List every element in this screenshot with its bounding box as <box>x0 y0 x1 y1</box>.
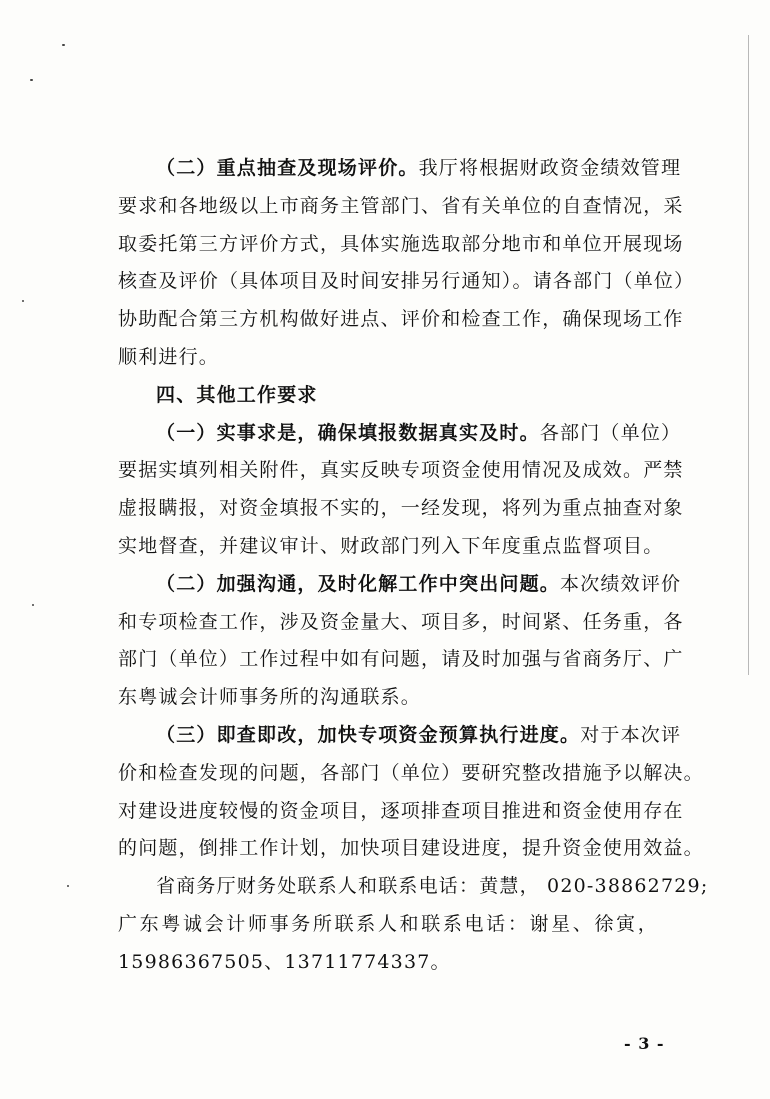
contact-line: 广东粤诚会计师事务所联系人和联系电话：谢星、徐寅， <box>118 912 658 935</box>
item-heading: （一）实事求是，确保填报数据真实及时。 <box>156 421 540 444</box>
item-heading: （二）加强沟通，及时化解工作中突出问题。 <box>156 572 561 595</box>
paragraph-line: 实地督查，并建议审计、财政部门列入下年度重点监督项目。 <box>118 534 664 557</box>
contact-line: 省商务厅财务处联系人和联系电话：黄慧， 020-38862729; <box>156 875 709 898</box>
paragraph-line: 对建设进度较慢的资金项目，逐项排查项目推进和资金使用存在 <box>118 799 684 822</box>
paragraph-line: （一）实事求是，确保填报数据真实及时。各部门（单位） <box>156 421 682 444</box>
scan-speck <box>62 44 65 46</box>
paragraph-line: 要据实填列相关附件，真实反映专项资金使用情况及成效。严禁 <box>118 459 684 482</box>
paragraph-line: （二）加强沟通，及时化解工作中突出问题。本次绩效评价 <box>156 572 682 595</box>
page-number: - 3 - <box>624 1034 665 1053</box>
paragraph-line: 虚报瞒报，对资金填报不实的，一经发现，将列为重点抽查对象 <box>118 497 684 520</box>
scan-speck <box>32 604 34 606</box>
body-text <box>118 150 709 982</box>
paragraph-line: 顺利进行。 <box>118 345 220 368</box>
item-heading: （二）重点抽查及现场评价。 <box>156 157 419 179</box>
paragraph-line: 价和检查发现的问题，各部门（单位）要研究整改措施予以解决。 <box>118 761 704 784</box>
scan-speck <box>67 885 69 887</box>
paragraph-line: 的问题，倒排工作计划，加快项目建设进度，提升资金使用效益。 <box>118 837 704 860</box>
scan-edge-line <box>748 35 749 675</box>
paragraph-line: （三）即查即改，加快专项资金预算执行进度。对于本次评 <box>156 723 682 746</box>
paragraph-line: 要求和各地级以上市商务主管部门、省有关单位的自查情况，采 <box>118 194 684 217</box>
paragraph-line: 部门（单位）工作过程中如有问题，请及时加强与省商务厅、广 <box>118 648 684 671</box>
paragraph-line: （二）重点抽查及现场评价。我厅将根据财政资金绩效管理 <box>156 157 682 179</box>
contact-line: 15986367505、13711774337。 <box>118 950 451 973</box>
scan-speck <box>30 79 33 81</box>
item-heading: （三）即查即改，加快专项资金预算执行进度。 <box>156 723 581 746</box>
paragraph-line: 和专项检查工作，涉及资金量大、项目多，时间紧、任务重，各 <box>118 610 684 633</box>
paragraph-line: 取委托第三方评价方式，具体实施选取部分地市和单位开展现场 <box>118 232 684 255</box>
paragraph-line: 核查及评价（具体项目及时间安排另行通知）。请各部门（单位） <box>118 270 695 293</box>
paragraph-line: 东粤诚会计师事务所的沟通联系。 <box>118 686 422 709</box>
section-title: 四、其他工作要求 <box>156 383 318 406</box>
scan-speck <box>22 300 24 302</box>
paragraph-line: 协助配合第三方机构做好进点、评价和检查工作，确保现场工作 <box>118 308 684 331</box>
